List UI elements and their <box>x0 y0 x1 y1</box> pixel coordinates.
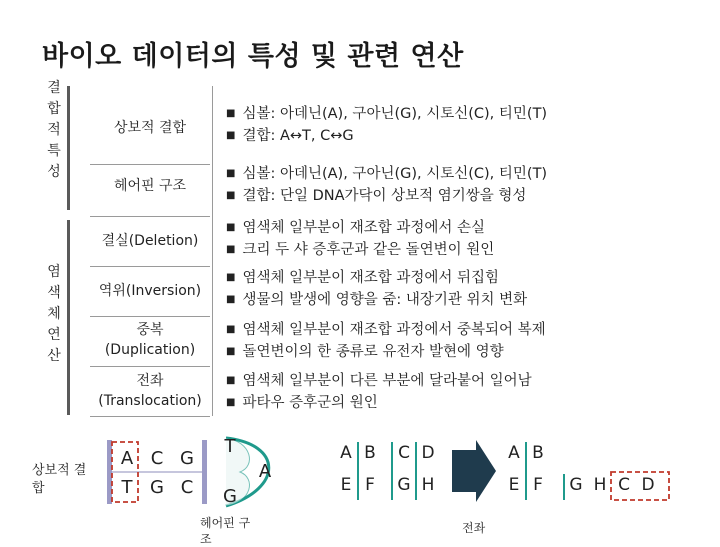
section-divider-chromosome <box>67 220 70 415</box>
segment: H <box>421 475 435 495</box>
term-column-divider <box>212 86 213 416</box>
desc-line: ■ 결합: A↔T, C↔G <box>226 128 354 144</box>
base-bottom: C <box>180 477 194 498</box>
bullet-icon: ■ <box>226 190 236 201</box>
base-bottom: G <box>150 477 164 498</box>
row-separator <box>90 366 210 367</box>
section-divider-complement <box>67 86 70 210</box>
term-translocation: 전좌 (Translocation) <box>98 373 202 409</box>
bullet-icon: ■ <box>226 130 236 141</box>
segment: B <box>532 443 544 463</box>
section-label-chromosome: 염 색 체 연 산 <box>47 264 61 364</box>
translocated-segment-box <box>611 472 669 500</box>
bullet-icon: ■ <box>226 108 236 119</box>
segment: C <box>398 443 410 463</box>
desc-line: ■ 염색체 일부분이 재조합 과정에서 뒤집힘 <box>226 270 500 286</box>
hairpin-base-right: A <box>258 461 272 482</box>
term-inversion: 역위(Inversion) <box>98 283 202 299</box>
desc-line: ■ 결합: 단일 DNA가닥이 상보적 염기쌍을 형성 <box>226 188 527 204</box>
segment: E <box>508 475 520 495</box>
bullet-icon: ■ <box>226 294 236 305</box>
base-top: G <box>180 448 194 469</box>
page-title: 바이오 데이터의 특성 및 관련 연산 <box>42 41 464 72</box>
complement-bottom-strand <box>112 476 202 499</box>
segment: A <box>340 443 352 463</box>
desc-line: ■ 심볼: 아데닌(A), 구아닌(G), 시토신(C), 티민(T) <box>226 166 548 182</box>
desc-line: ■ 크리 두 샤 증후군과 같은 돌연변이 원인 <box>226 242 495 258</box>
segment: C <box>618 475 630 495</box>
hairpin-caption: 헤어핀 구 조 <box>200 516 251 546</box>
bullet-icon: ■ <box>226 222 236 233</box>
strand-cap-right <box>202 440 207 504</box>
segment: E <box>340 475 352 495</box>
row-separator <box>90 316 210 317</box>
desc-complementary-binding <box>226 104 547 148</box>
desc-line: ■ 염색체 일부분이 다른 부분에 달라붙어 일어남 <box>226 373 532 389</box>
segment: G <box>569 475 583 495</box>
desc-deletion <box>226 218 494 262</box>
bullet-icon: ■ <box>226 272 236 283</box>
desc-line: ■ 심볼: 아데닌(A), 구아닌(G), 시토신(C), 티민(T) <box>226 106 548 122</box>
row-separator <box>90 164 210 165</box>
desc-hairpin-structure <box>226 164 547 208</box>
translocation-after-lines <box>502 440 672 502</box>
hairpin-base-bottom: G <box>223 486 237 507</box>
term-hairpin-structure: 헤어핀 구조 <box>113 178 187 194</box>
complement-panel-title: 상보적 결 합 <box>32 463 87 496</box>
bullet-icon: ■ <box>226 397 236 408</box>
hairpin-base-top: T <box>224 436 236 457</box>
complement-top-strand <box>112 447 202 470</box>
desc-line: ■ 염색체 일부분이 재조합 과정에서 손실 <box>226 220 486 236</box>
bullet-icon: ■ <box>226 375 236 386</box>
term-duplication: 중복 (Duplication) <box>104 322 196 358</box>
desc-line: ■ 생물의 발생에 영향을 줌: 내장기관 위치 변화 <box>226 292 528 308</box>
bullet-icon: ■ <box>226 324 236 335</box>
section-label-complement: 결 합 적 특 성 <box>47 80 61 180</box>
desc-inversion <box>226 268 527 312</box>
desc-duplication <box>226 320 546 364</box>
translocation-before-lines <box>334 440 444 502</box>
bullet-icon: ■ <box>226 346 236 357</box>
row-separator <box>90 416 210 417</box>
bullet-icon: ■ <box>226 168 236 179</box>
desc-line: ■ 돌연변이의 한 종류로 유전자 발현에 영향 <box>226 344 504 360</box>
desc-translocation <box>226 371 532 415</box>
segment: D <box>641 475 655 495</box>
base-top: A <box>120 448 134 469</box>
row-separator <box>90 266 210 267</box>
term-deletion: 결실(Deletion) <box>101 233 199 249</box>
translocation-arrow-icon <box>452 440 496 502</box>
segment: F <box>533 475 543 495</box>
term-complementary-binding: 상보적 결합 <box>113 120 187 136</box>
segment: B <box>364 443 376 463</box>
segment: D <box>421 443 435 463</box>
segment: G <box>397 475 411 495</box>
segment: A <box>508 443 520 463</box>
base-bottom: T <box>121 477 133 498</box>
base-top: C <box>150 448 164 469</box>
bullet-icon: ■ <box>226 244 236 255</box>
row-separator <box>90 216 210 217</box>
translocation-caption: 전좌 <box>462 521 486 535</box>
segment: F <box>365 475 375 495</box>
desc-line: ■ 파타우 증후군의 원인 <box>226 395 378 411</box>
desc-line: ■ 염색체 일부분이 재조합 과정에서 중복되어 복제 <box>226 322 546 338</box>
segment: H <box>593 475 607 495</box>
